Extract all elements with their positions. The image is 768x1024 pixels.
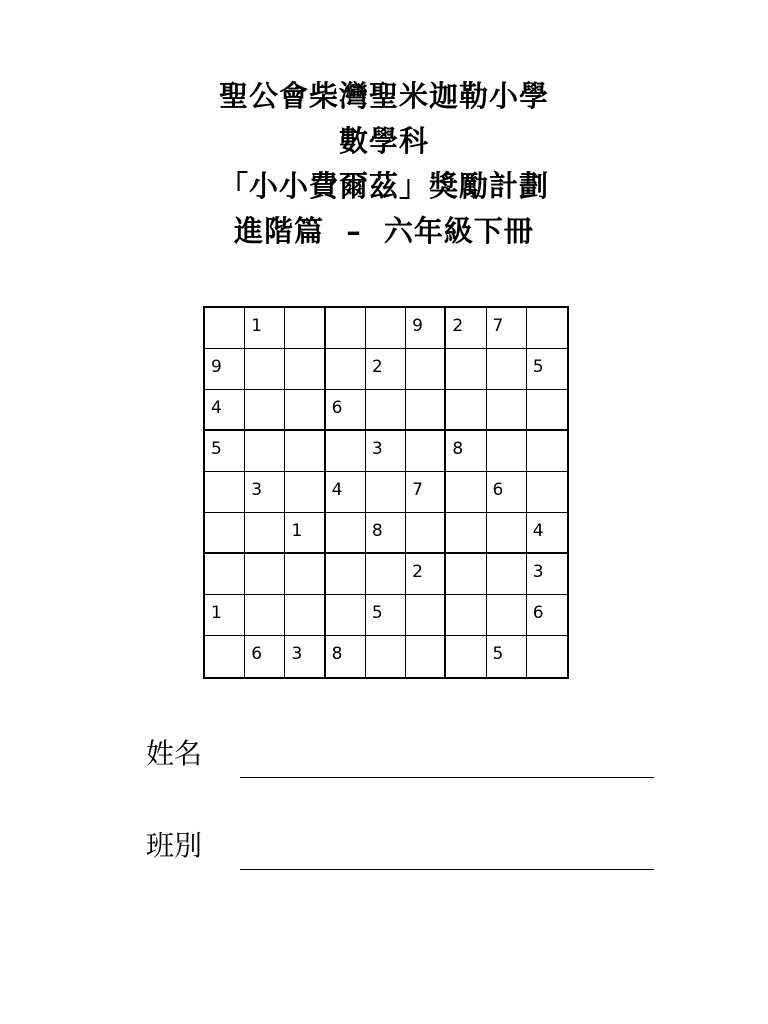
name-field <box>146 737 666 797</box>
sudoku-cell[interactable] <box>326 308 366 349</box>
sudoku-cell[interactable] <box>446 595 486 636</box>
sudoku-cell[interactable] <box>446 513 486 554</box>
sudoku-cell[interactable] <box>245 390 285 431</box>
sudoku-cell[interactable] <box>406 595 446 636</box>
sudoku-cell[interactable] <box>285 595 325 636</box>
sudoku-cell[interactable] <box>205 308 245 349</box>
document-header <box>0 74 768 254</box>
sudoku-cell[interactable] <box>366 554 406 595</box>
sudoku-cell: 6 <box>527 595 567 636</box>
sudoku-cell: 4 <box>527 513 567 554</box>
sudoku-cell: 1 <box>285 513 325 554</box>
sudoku-cell[interactable] <box>366 636 406 677</box>
sudoku-cell[interactable] <box>326 595 366 636</box>
sudoku-cell[interactable] <box>245 513 285 554</box>
sudoku-cell[interactable] <box>205 472 245 513</box>
sudoku-cell[interactable] <box>446 390 486 431</box>
sudoku-cell[interactable] <box>245 431 285 472</box>
sudoku-cell[interactable] <box>487 554 527 595</box>
sudoku-cell[interactable] <box>487 349 527 390</box>
program-title: 「小小費爾茲」獎勵計劃 <box>218 169 549 203</box>
school-name: 聖公會柴灣聖米迦勒小學 <box>218 79 549 113</box>
sudoku-cell[interactable] <box>366 308 406 349</box>
sudoku-cell[interactable] <box>406 349 446 390</box>
sudoku-cell: 8 <box>326 636 366 677</box>
sudoku-cell[interactable] <box>366 472 406 513</box>
sudoku-cell[interactable] <box>326 431 366 472</box>
sudoku-cell[interactable] <box>326 513 366 554</box>
sudoku-cell[interactable] <box>285 390 325 431</box>
sudoku-cell[interactable] <box>487 431 527 472</box>
class-label: 班別 <box>146 829 203 862</box>
sudoku-cell: 2 <box>366 349 406 390</box>
class-field <box>146 829 666 889</box>
sudoku-cell[interactable] <box>406 390 446 431</box>
sudoku-cell: 6 <box>487 472 527 513</box>
sudoku-cell[interactable] <box>285 472 325 513</box>
sudoku-cell: 8 <box>366 513 406 554</box>
sudoku-cell: 8 <box>446 431 486 472</box>
sudoku-cell[interactable] <box>446 472 486 513</box>
sudoku-cell[interactable] <box>446 636 486 677</box>
sudoku-cell[interactable] <box>245 554 285 595</box>
sudoku-cell[interactable] <box>406 513 446 554</box>
sudoku-cell: 4 <box>205 390 245 431</box>
sudoku-cell[interactable] <box>487 513 527 554</box>
sudoku-cell[interactable] <box>527 308 567 349</box>
sudoku-cell: 3 <box>285 636 325 677</box>
sudoku-cell: 5 <box>527 349 567 390</box>
sudoku-cell[interactable] <box>446 554 486 595</box>
sudoku-cell: 7 <box>487 308 527 349</box>
sudoku-cell[interactable] <box>245 595 285 636</box>
sudoku-cell: 2 <box>446 308 486 349</box>
sudoku-cell: 6 <box>245 636 285 677</box>
sudoku-cell: 1 <box>205 595 245 636</box>
sudoku-cell[interactable] <box>527 390 567 431</box>
sudoku-cell[interactable] <box>285 308 325 349</box>
sudoku-cell: 5 <box>487 636 527 677</box>
sudoku-cell[interactable] <box>326 349 366 390</box>
level-title: 進階篇 – 六年級下冊 <box>234 214 534 248</box>
sudoku-cell[interactable] <box>326 554 366 595</box>
sudoku-cell[interactable] <box>205 513 245 554</box>
sudoku-cell[interactable] <box>366 390 406 431</box>
sudoku-cell[interactable] <box>245 349 285 390</box>
sudoku-cell: 2 <box>406 554 446 595</box>
sudoku-cell[interactable] <box>487 390 527 431</box>
sudoku-cell: 1 <box>245 308 285 349</box>
subject-title: 數學科 <box>338 124 429 158</box>
sudoku-cell: 4 <box>326 472 366 513</box>
sudoku-cell: 7 <box>406 472 446 513</box>
sudoku-grid <box>203 306 569 679</box>
sudoku-cell[interactable] <box>446 349 486 390</box>
sudoku-cell[interactable] <box>285 349 325 390</box>
sudoku-cell[interactable] <box>205 636 245 677</box>
sudoku-cell: 9 <box>205 349 245 390</box>
sudoku-cell[interactable] <box>406 636 446 677</box>
class-input-line[interactable] <box>240 869 654 870</box>
sudoku-cell: 3 <box>245 472 285 513</box>
sudoku-cell: 9 <box>406 308 446 349</box>
sudoku-cell: 5 <box>366 595 406 636</box>
sudoku-cell[interactable] <box>285 431 325 472</box>
sudoku-cell[interactable] <box>205 554 245 595</box>
sudoku-cell[interactable] <box>527 431 567 472</box>
sudoku-cell[interactable] <box>285 554 325 595</box>
sudoku-cell[interactable] <box>527 472 567 513</box>
sudoku-cell: 6 <box>326 390 366 431</box>
sudoku-cell[interactable] <box>527 636 567 677</box>
name-label: 姓名 <box>146 737 203 770</box>
sudoku-cell: 3 <box>366 431 406 472</box>
sudoku-cell[interactable] <box>406 431 446 472</box>
name-input-line[interactable] <box>240 777 654 778</box>
sudoku-cell: 3 <box>527 554 567 595</box>
sudoku-cell: 5 <box>205 431 245 472</box>
sudoku-cell[interactable] <box>487 595 527 636</box>
